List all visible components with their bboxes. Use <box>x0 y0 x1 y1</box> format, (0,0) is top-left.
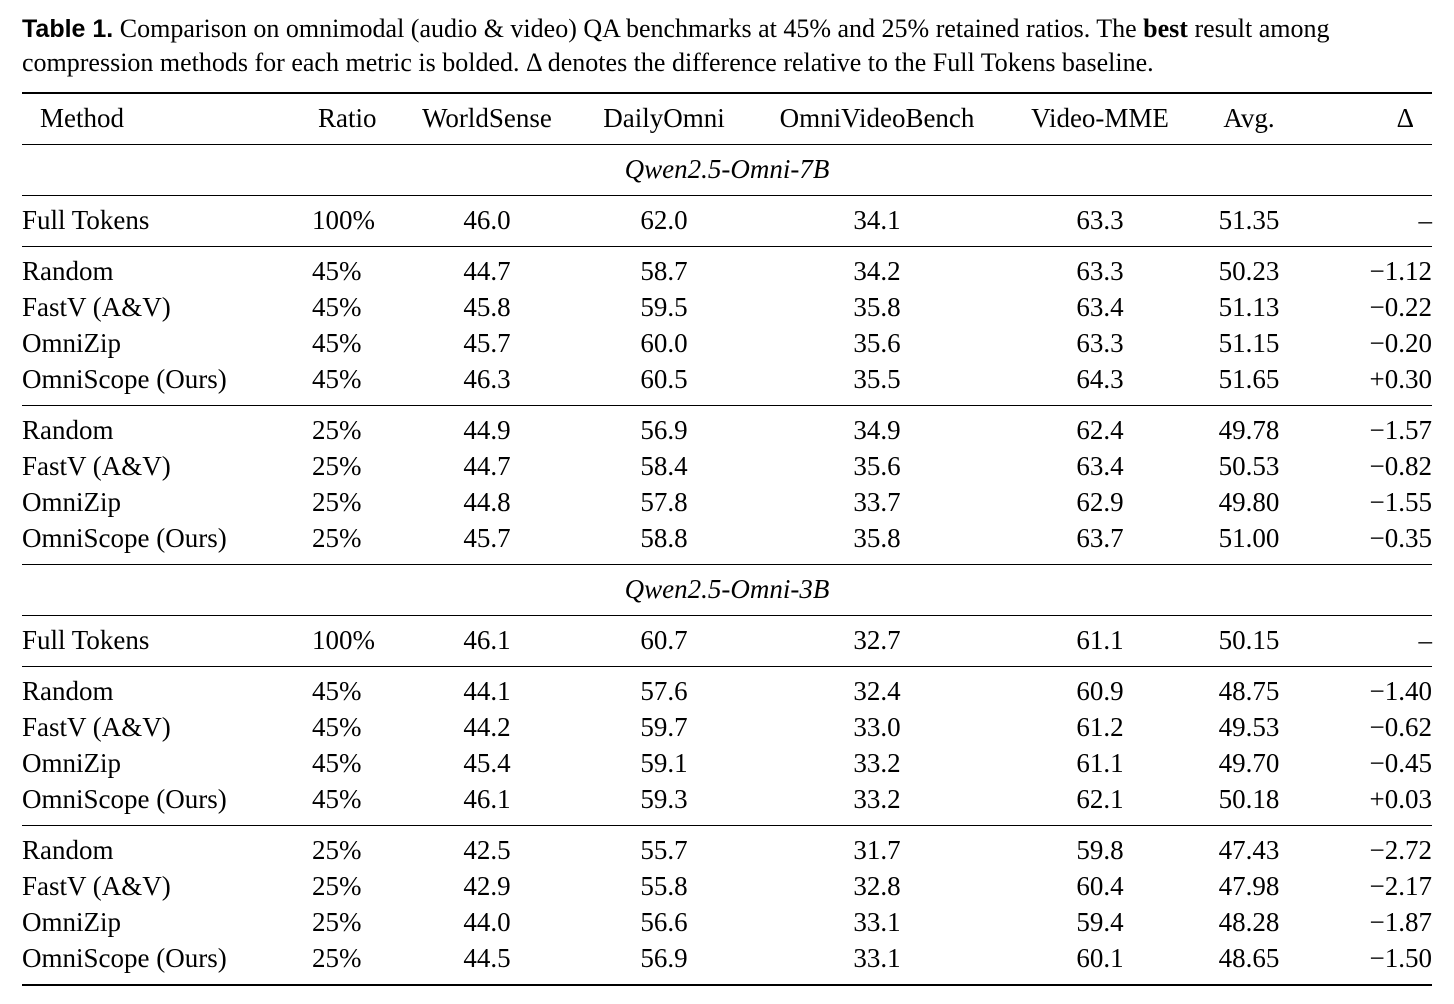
cell-omnivideobench: 34.2 <box>853 256 901 286</box>
cell-method: FastV (A&V) <box>22 712 171 742</box>
table-row <box>22 246 1432 290</box>
table-row <box>22 290 1432 326</box>
cell-worldsense: 45.7 <box>463 328 511 358</box>
baseline-row <box>22 615 1432 666</box>
cell-ratio: 100% <box>312 625 375 655</box>
cell-dailyomni: 56.9 <box>640 415 688 445</box>
cell-worldsense: 42.9 <box>463 871 511 901</box>
cell-ratio: 25% <box>312 907 362 937</box>
cell-avg: 49.78 <box>1218 415 1280 445</box>
table-row <box>22 405 1432 449</box>
cell-avg: 48.28 <box>1218 907 1280 937</box>
cell-dailyomni: 59.1 <box>640 748 688 778</box>
cell-videomme: 60.1 <box>1076 943 1124 973</box>
table-row <box>22 825 1432 869</box>
cell-dailyomni: 60.0 <box>640 328 688 358</box>
cell-method: OmniZip <box>22 328 121 358</box>
cell-delta: −1.87 <box>1369 907 1432 937</box>
cell-delta: −2.72 <box>1369 835 1432 865</box>
cell-omnivideobench: 33.7 <box>853 487 901 517</box>
cell-method: FastV (A&V) <box>22 871 171 901</box>
cell-delta: −1.12 <box>1369 256 1432 286</box>
cell-dailyomni: 59.7 <box>640 712 688 742</box>
cell-videomme: 63.7 <box>1076 523 1124 553</box>
header-videomme: Video-MME <box>1031 103 1169 134</box>
cell-videomme: 62.9 <box>1076 487 1124 517</box>
cell-method: OmniZip <box>22 907 121 937</box>
cell-avg: 51.15 <box>1218 328 1280 358</box>
cell-videomme: 61.1 <box>1076 625 1124 655</box>
cell-videomme: 63.4 <box>1076 451 1124 481</box>
cell-ratio: 25% <box>312 451 362 481</box>
cell-worldsense: 44.8 <box>463 487 511 517</box>
cell-method: Full Tokens <box>22 625 150 655</box>
cell-omnivideobench: 33.1 <box>853 943 901 973</box>
cell-dailyomni: 59.3 <box>640 784 688 814</box>
cell-delta: −1.57 <box>1369 415 1432 445</box>
table-row <box>22 710 1432 746</box>
cell-ratio: 25% <box>312 835 362 865</box>
cell-videomme: 61.1 <box>1076 748 1124 778</box>
cell-worldsense: 44.7 <box>463 256 511 286</box>
cell-omnivideobench: 33.2 <box>853 784 901 814</box>
table-row <box>22 326 1432 362</box>
cell-worldsense: 44.2 <box>463 712 511 742</box>
cell-delta: −1.50 <box>1369 943 1432 973</box>
cell-ratio: 45% <box>312 328 362 358</box>
cell-omnivideobench: 32.8 <box>853 871 901 901</box>
cell-videomme: 59.8 <box>1076 835 1124 865</box>
table-row <box>22 869 1432 905</box>
cell-method: OmniScope (Ours) <box>22 523 227 553</box>
cell-videomme: 64.3 <box>1076 364 1124 394</box>
cell-ratio: 25% <box>312 943 362 973</box>
cell-omnivideobench: 31.7 <box>853 835 901 865</box>
cell-omnivideobench: 35.8 <box>853 523 901 553</box>
cell-delta: +0.03 <box>1369 784 1432 814</box>
cell-avg: 51.13 <box>1218 292 1280 322</box>
cell-method: Random <box>22 676 114 706</box>
caption-text-1: Comparison on omnimodal (audio & video) QA benchmarks at 45% and 25% retained ratios. The <box>113 14 1144 43</box>
cell-delta: −2.17 <box>1369 871 1432 901</box>
cell-avg: 50.15 <box>1218 625 1280 655</box>
cell-omnivideobench: 33.1 <box>853 907 901 937</box>
header-delta: Δ <box>1396 103 1414 134</box>
cell-avg: 48.75 <box>1218 676 1280 706</box>
cell-delta: +0.30 <box>1369 364 1432 394</box>
table-row <box>22 666 1432 710</box>
cell-omnivideobench: 35.8 <box>853 292 901 322</box>
table-row <box>22 941 1432 985</box>
cell-dailyomni: 62.0 <box>640 205 688 235</box>
cell-ratio: 45% <box>312 748 362 778</box>
cell-omnivideobench: 32.4 <box>853 676 901 706</box>
cell-dailyomni: 57.8 <box>640 487 688 517</box>
cell-avg: 47.43 <box>1218 835 1280 865</box>
cell-avg: 50.23 <box>1218 256 1280 286</box>
cell-ratio: 25% <box>312 871 362 901</box>
table-row <box>22 905 1432 941</box>
cell-omnivideobench: 34.1 <box>853 205 901 235</box>
cell-ratio: 45% <box>312 712 362 742</box>
header-avg: Avg. <box>1223 103 1275 134</box>
cell-delta: −0.45 <box>1369 748 1432 778</box>
cell-worldsense: 44.9 <box>463 415 511 445</box>
cell-avg: 48.65 <box>1218 943 1280 973</box>
cell-ratio: 100% <box>312 205 375 235</box>
cell-worldsense: 42.5 <box>463 835 511 865</box>
table-row <box>22 521 1432 565</box>
caption-label: Table 1. <box>22 15 114 43</box>
cell-omnivideobench: 34.9 <box>853 415 901 445</box>
cell-ratio: 45% <box>312 364 362 394</box>
cell-omnivideobench: 35.5 <box>853 364 901 394</box>
table-row <box>22 782 1432 826</box>
cell-dailyomni: 55.8 <box>640 871 688 901</box>
cell-delta: – <box>1418 625 1432 655</box>
cell-method: OmniScope (Ours) <box>22 784 227 814</box>
cell-delta: −0.35 <box>1369 523 1432 553</box>
cell-worldsense: 45.8 <box>463 292 511 322</box>
cell-ratio: 25% <box>312 415 362 445</box>
cell-omnivideobench: 33.2 <box>853 748 901 778</box>
cell-worldsense: 46.3 <box>463 364 511 394</box>
cell-dailyomni: 58.8 <box>640 523 688 553</box>
cell-avg: 47.98 <box>1218 871 1280 901</box>
cell-dailyomni: 55.7 <box>640 835 688 865</box>
cell-videomme: 61.2 <box>1076 712 1124 742</box>
cell-method: Random <box>22 256 114 286</box>
cell-worldsense: 46.1 <box>463 784 511 814</box>
cell-avg: 51.65 <box>1218 364 1280 394</box>
cell-ratio: 45% <box>312 292 362 322</box>
cell-avg: 50.18 <box>1218 784 1280 814</box>
cell-delta: – <box>1418 205 1432 235</box>
table-row <box>22 449 1432 485</box>
section-model-name: Qwen2.5-Omni-7B <box>624 154 830 184</box>
cell-omnivideobench: 33.0 <box>853 712 901 742</box>
cell-avg: 49.80 <box>1218 487 1280 517</box>
cell-method: OmniScope (Ours) <box>22 943 227 973</box>
cell-method: Full Tokens <box>22 205 150 235</box>
cell-omnivideobench: 35.6 <box>853 451 901 481</box>
header-row <box>22 93 1432 144</box>
table-body <box>22 144 1432 985</box>
cell-ratio: 25% <box>312 487 362 517</box>
cell-worldsense: 46.1 <box>463 625 511 655</box>
section-model-name: Qwen2.5-Omni-3B <box>624 574 830 604</box>
results-table <box>22 92 1432 986</box>
cell-videomme: 60.9 <box>1076 676 1124 706</box>
table-row <box>22 362 1432 406</box>
cell-worldsense: 44.1 <box>463 676 511 706</box>
cell-avg: 49.53 <box>1218 712 1280 742</box>
cell-worldsense: 45.4 <box>463 748 511 778</box>
cell-videomme: 63.3 <box>1076 256 1124 286</box>
cell-method: OmniZip <box>22 748 121 778</box>
header-method: Method <box>40 103 124 134</box>
cell-dailyomni: 56.6 <box>640 907 688 937</box>
cell-avg: 51.00 <box>1218 523 1280 553</box>
cell-omnivideobench: 35.6 <box>853 328 901 358</box>
cell-worldsense: 44.7 <box>463 451 511 481</box>
header-omnivideobench: OmniVideoBench <box>779 103 975 134</box>
header-dailyomni: DailyOmni <box>603 103 725 134</box>
caption-bold-word: best <box>1143 14 1188 43</box>
cell-delta: −0.20 <box>1369 328 1432 358</box>
cell-dailyomni: 58.4 <box>640 451 688 481</box>
cell-delta: −0.62 <box>1369 712 1432 742</box>
table-row <box>22 485 1432 521</box>
section-header-row <box>22 144 1432 195</box>
cell-ratio: 45% <box>312 784 362 814</box>
cell-videomme: 59.4 <box>1076 907 1124 937</box>
cell-delta: −1.40 <box>1369 676 1432 706</box>
header-worldsense: WorldSense <box>422 103 552 134</box>
table-caption <box>22 12 1434 79</box>
baseline-row <box>22 195 1432 246</box>
caption-text-2: result among compression methods for each metric is bolded. Δ denotes the difference relative to the Full Tokens baseline. <box>22 14 1330 77</box>
cell-videomme: 63.3 <box>1076 328 1124 358</box>
cell-method: OmniScope (Ours) <box>22 364 227 394</box>
cell-avg: 49.70 <box>1218 748 1280 778</box>
cell-videomme: 62.1 <box>1076 784 1124 814</box>
cell-dailyomni: 56.9 <box>640 943 688 973</box>
cell-videomme: 62.4 <box>1076 415 1124 445</box>
cell-method: FastV (A&V) <box>22 292 171 322</box>
section-header-row <box>22 564 1432 615</box>
cell-delta: −0.22 <box>1369 292 1432 322</box>
cell-method: Random <box>22 835 114 865</box>
cell-worldsense: 45.7 <box>463 523 511 553</box>
table-row <box>22 746 1432 782</box>
header-ratio: Ratio <box>318 103 377 134</box>
cell-method: FastV (A&V) <box>22 451 171 481</box>
cell-omnivideobench: 32.7 <box>853 625 901 655</box>
cell-dailyomni: 58.7 <box>640 256 688 286</box>
cell-videomme: 60.4 <box>1076 871 1124 901</box>
cell-ratio: 25% <box>312 523 362 553</box>
cell-method: OmniZip <box>22 487 121 517</box>
cell-ratio: 45% <box>312 256 362 286</box>
cell-dailyomni: 59.5 <box>640 292 688 322</box>
cell-delta: −0.82 <box>1369 451 1432 481</box>
cell-worldsense: 44.0 <box>463 907 511 937</box>
cell-delta: −1.55 <box>1369 487 1432 517</box>
cell-dailyomni: 60.5 <box>640 364 688 394</box>
cell-worldsense: 46.0 <box>463 205 511 235</box>
cell-worldsense: 44.5 <box>463 943 511 973</box>
cell-avg: 51.35 <box>1218 205 1280 235</box>
cell-method: Random <box>22 415 114 445</box>
cell-dailyomni: 57.6 <box>640 676 688 706</box>
cell-ratio: 45% <box>312 676 362 706</box>
cell-videomme: 63.4 <box>1076 292 1124 322</box>
cell-dailyomni: 60.7 <box>640 625 688 655</box>
cell-videomme: 63.3 <box>1076 205 1124 235</box>
cell-avg: 50.53 <box>1218 451 1280 481</box>
